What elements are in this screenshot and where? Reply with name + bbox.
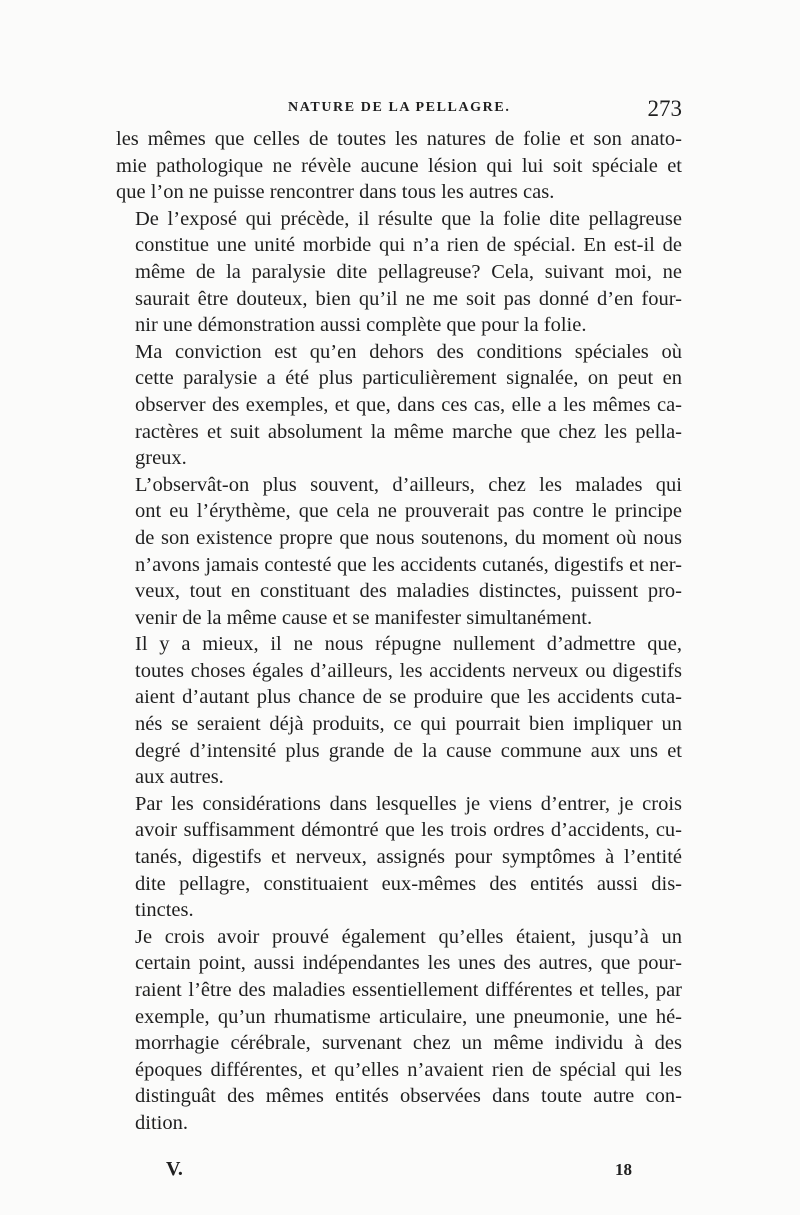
page-footer <box>166 1158 632 1188</box>
paragraph <box>116 791 682 924</box>
text-line: les mêmes que celles de toutes les natures de folie et son anato- <box>116 128 682 150</box>
text-line: que l’on ne puisse rencontrer dans tous les autres cas. <box>116 181 555 204</box>
text-line: tanés, digestifs et nerveux, assignés pour symptômes à l’entité <box>135 846 682 869</box>
body-text <box>116 126 682 1137</box>
text-line: même de la paralysie dite pellagreuse? Cela, suivant moi, ne <box>135 260 682 283</box>
text-line: saurait être douteux, bien qu’il ne me soit pas donné d’en four- <box>135 287 682 310</box>
text-line: dition. <box>135 1111 188 1134</box>
page-number: 273 <box>647 96 682 121</box>
text-line: Je crois avoir prouvé également qu’elles étaient, jusqu’à un <box>135 925 682 948</box>
text-line: venir de la même cause et se manifester simultanément. <box>135 606 593 629</box>
paragraph <box>116 126 682 206</box>
text-line: De l’exposé qui précède, il résulte que la folie dite pellagreuse <box>135 207 682 230</box>
text-line: morrhagie cérébrale, survenant chez un même individu à des <box>135 1032 682 1055</box>
text-line: n’avons jamais contesté que les accidents cutanés, digestifs et ner- <box>135 553 682 576</box>
text-line: greux. <box>135 447 187 470</box>
text-line: raient l’être des maladies essentiellement différentes et telles, par <box>135 979 682 1001</box>
text-line: exemple, qu’un rhumatisme articulaire, une pneumonie, une hé- <box>135 1005 682 1028</box>
text-line: aux autres. <box>135 766 224 789</box>
text-line: veux, tout en constituant des maladies distinctes, puissent pro- <box>135 580 682 603</box>
text-line: dite pellagre, constituaient eux-mêmes des entités aussi dis- <box>135 872 682 895</box>
text-line: nés se seraient déjà produits, ce qui pourrait bien impliquer un <box>135 713 682 736</box>
running-head <box>116 96 682 124</box>
paragraph <box>116 472 682 632</box>
paragraph <box>116 631 682 791</box>
running-title: NATURE DE LA PELLAGRE. <box>288 100 511 115</box>
text-line: L’observât-on plus souvent, d’ailleurs, chez les malades qui <box>135 473 682 496</box>
text-line: aient d’autant plus chance de se produire que les accidents cuta- <box>135 686 682 709</box>
text-line: tinctes. <box>135 899 194 922</box>
text-line: époques différentes, et qu’elles n’avaient rien de spécial qui les <box>135 1058 682 1081</box>
text-line: nir une démonstration aussi complète que pour la folie. <box>135 314 587 337</box>
text-line: observer des exemples, et que, dans ces cas, elle a les mêmes ca- <box>135 393 682 416</box>
text-line: distinguât des mêmes entités observées dans toute autre con- <box>135 1085 682 1108</box>
signature-mark: V. <box>166 1158 183 1180</box>
paragraph <box>116 924 682 1137</box>
text-line: mie pathologique ne révèle aucune lésion qui lui soit spéciale et <box>116 154 682 177</box>
paragraph <box>116 339 682 472</box>
text-line: degré d’intensité plus grande de la cause commune aux uns et <box>135 739 682 762</box>
text-line: Par les considérations dans lesquelles je viens d’entrer, je crois <box>135 792 682 815</box>
text-line: ont eu l’érythème, que cela ne prouverait pas contre le principe <box>135 500 682 523</box>
text-line: Il y a mieux, il ne nous répugne nullement d’admettre que, <box>135 633 682 656</box>
text-line: cette paralysie a été plus particulièrement signalée, on peut en <box>135 367 682 390</box>
text-line: Ma conviction est qu’en dehors des conditions spéciales où <box>135 340 682 363</box>
text-line: toutes choses égales d’ailleurs, les accidents nerveux ou digestifs <box>135 659 682 682</box>
sheet-number: 18 <box>615 1160 632 1179</box>
text-line: certain point, aussi indépendantes les unes des autres, que pour- <box>135 952 682 975</box>
text-line: de son existence propre que nous soutenons, du moment où nous <box>135 526 682 549</box>
text-line: constitue une unité morbide qui n’a rien de spécial. En est-il de <box>135 234 682 257</box>
paragraph <box>116 206 682 339</box>
text-line: avoir suffisamment démontré que les trois ordres d’accidents, cu- <box>135 819 682 842</box>
text-line: ractères et suit absolument la même marche que chez les pella- <box>135 420 682 443</box>
